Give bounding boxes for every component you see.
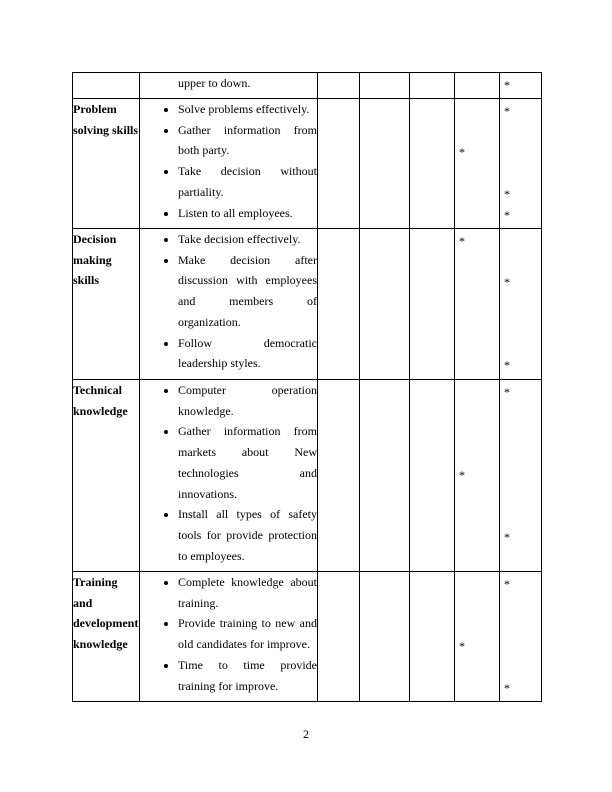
rating-mark: * (459, 467, 465, 482)
skill-name-cell: Problem solving skills (73, 99, 140, 229)
list-item: • Complete knowledge about training. (178, 572, 317, 613)
rating-cell (360, 229, 410, 380)
rating-mark: * (459, 145, 465, 160)
bullet-list (140, 380, 317, 566)
list-item: • Solve problems effectively. (178, 99, 317, 120)
rating-cell (500, 229, 542, 380)
description-cell (140, 380, 318, 572)
rating-cell (455, 99, 500, 229)
skill-name-cell: Training and development knowledge (73, 572, 140, 702)
rating-cell (360, 99, 410, 229)
bullet-list (140, 572, 317, 696)
rating-cell (360, 380, 410, 572)
bullet-list (140, 229, 317, 374)
list-item: • Install all types of safety tools for provide protection to employees. (178, 504, 317, 566)
rating-mark: * (504, 207, 510, 222)
rating-cell (455, 229, 500, 380)
description-cell (140, 99, 318, 229)
list-item: • Make decision after discussion with employees and members of organization. (178, 250, 317, 333)
rating-mark: * (504, 385, 510, 399)
list-item: • Gather information from markets about New technologies and innovations. (178, 421, 317, 504)
rating-cell (500, 572, 542, 702)
list-item: • Gather information from both party. (178, 120, 317, 161)
rating-cell (318, 99, 360, 229)
rating-mark: * (504, 680, 510, 695)
rating-mark: * (504, 577, 510, 591)
skill-name-cell: Decision making skills (73, 229, 140, 380)
table-row (73, 99, 542, 229)
rating-cell (318, 380, 360, 572)
list-item: • Time to time provide training for improve. (178, 655, 317, 696)
rating-mark: * (504, 275, 510, 290)
list-item: • Follow democratic leadership styles. (178, 333, 317, 374)
rating-mark: * (504, 529, 510, 544)
list-item: • Provide training to new and old candidates for improve. (178, 613, 317, 654)
rating-cell (318, 73, 360, 99)
bullet-list (140, 99, 317, 223)
rating-cell (410, 572, 455, 702)
rating-cell (500, 380, 542, 572)
description-cell (140, 572, 318, 702)
rating-cell (360, 73, 410, 99)
rating-cell (318, 572, 360, 702)
list-item: • Take decision without partiality. (178, 161, 317, 202)
skill-name-cell: Technical knowledge (73, 380, 140, 572)
rating-cell (410, 99, 455, 229)
rating-mark: * (504, 358, 510, 373)
rating-cell (500, 99, 542, 229)
rating-cell (360, 572, 410, 702)
page-number: 2 (303, 727, 309, 741)
rating-cell (410, 73, 455, 99)
table-row (73, 73, 542, 99)
rating-cell (455, 73, 500, 99)
list-item: • Take decision effectively. (178, 229, 317, 250)
description-cell (140, 73, 318, 99)
rating-cell (455, 572, 500, 702)
rating-mark: * (504, 186, 510, 201)
rating-cell (318, 229, 360, 380)
description-text: upper to down. (178, 76, 251, 90)
rating-cell (410, 229, 455, 380)
list-item: • Listen to all employees. (178, 203, 317, 224)
rating-mark: * (504, 78, 510, 92)
skill-name-cell (73, 73, 140, 99)
rating-mark: * (459, 639, 465, 654)
table-row (73, 229, 542, 380)
rating-cell (410, 380, 455, 572)
rating-cell (455, 380, 500, 572)
skills-assessment-table (72, 72, 542, 702)
rating-mark: * (459, 234, 465, 248)
table-row (73, 380, 542, 572)
rating-cell (500, 73, 542, 99)
rating-mark: * (504, 104, 510, 118)
table-row (73, 572, 542, 702)
list-item: • Computer operation knowledge. (178, 380, 317, 421)
description-cell (140, 229, 318, 380)
